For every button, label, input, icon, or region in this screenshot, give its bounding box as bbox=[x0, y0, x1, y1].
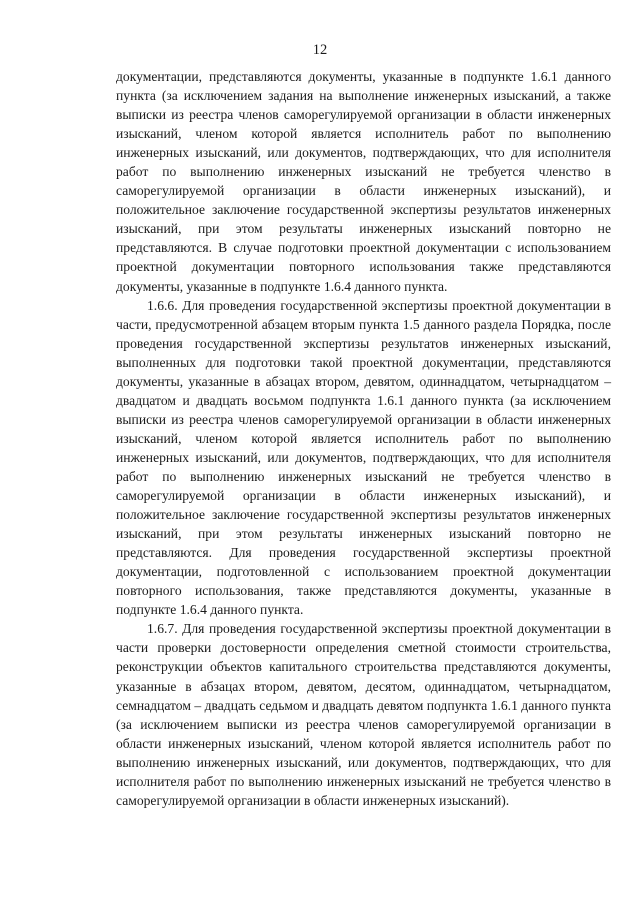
paragraph-item-1-6-7: 1.6.7. Для проведения государственной экспертизы проектной документации в части проверки достоверности определения сметной стоимости строительства, реконструкции объектов капитального строительства представляются документы, указанные в абзацах втором, девятом, десятом, одиннадцатом, четырнадцатом, семнадцатом – двадцать седьмом и двадцать девятом подпункта 1.6.1 данного пункта (за исключением выписки из реестра членов саморегулируемой организации в области инженерных изысканий, членом которой является исполнитель работ по выполнению инженерных изысканий, или документов, подтверждающих, что для исполнителя работ по выполнению инженерных изысканий не требуется членство в саморегулируемой организации в области инженерных изысканий). bbox=[116, 621, 611, 808]
paragraph-item-1-6-6: 1.6.6. Для проведения государственной экспертизы проектной документации в части, предусмотренной абзацем вторым пункта 1.5 данного раздела Порядка, после проведения государственной экспертизы результатов инженерных изысканий, выполненных для подготовки такой проектной документации, представляются документы, указанные в абзацах втором, девятом, одиннадцатом, четырнадцатом – двадцатом и двадцать восьмом подпункта 1.6.1 данного пункта (за исключением выписки из реестра членов саморегулируемой организации в области инженерных изысканий, членом которой является исполнитель работ по выполнению инженерных изысканий, или документов, подтверждающих, что для исполнителя работ по выполнению инженерных изысканий не требуется членство в саморегулируемой организации в области инженерных изысканий), и положительное заключение государственной экспертизы результатов инженерных изысканий, при этом результаты инженерных изысканий повторно не представляются. Для проведения государственной экспертизы проектной документации, подготовленной с использованием проектной документации повторного использования, также представляются документы, указанные в подпункте 1.6.4 данного пункта. bbox=[116, 297, 611, 618]
page-number: 12 bbox=[312, 42, 328, 58]
document-body bbox=[116, 67, 611, 810]
paragraph-continued: документации, представляются документы, указанные в подпункте 1.6.1 данного пункта (за исключением задания на выполнение инженерных изысканий, а также выписки из реестра членов саморегулируемой организации в области инженерных изысканий, членом которой является исполнитель работ по выполнению инженерных изысканий, или документов, подтверждающих, что для исполнителя работ по выполнению инженерных изысканий не требуется членство в саморегулируемой организации в области инженерных изысканий), и положительное заключение государственной экспертизы результатов инженерных изысканий, при этом результаты инженерных изысканий повторно не представляются. В случае подготовки проектной документации с использованием проектной документации повторного использования также представляются документы, указанные в подпункте 1.6.4 данного пункта. bbox=[116, 69, 611, 294]
